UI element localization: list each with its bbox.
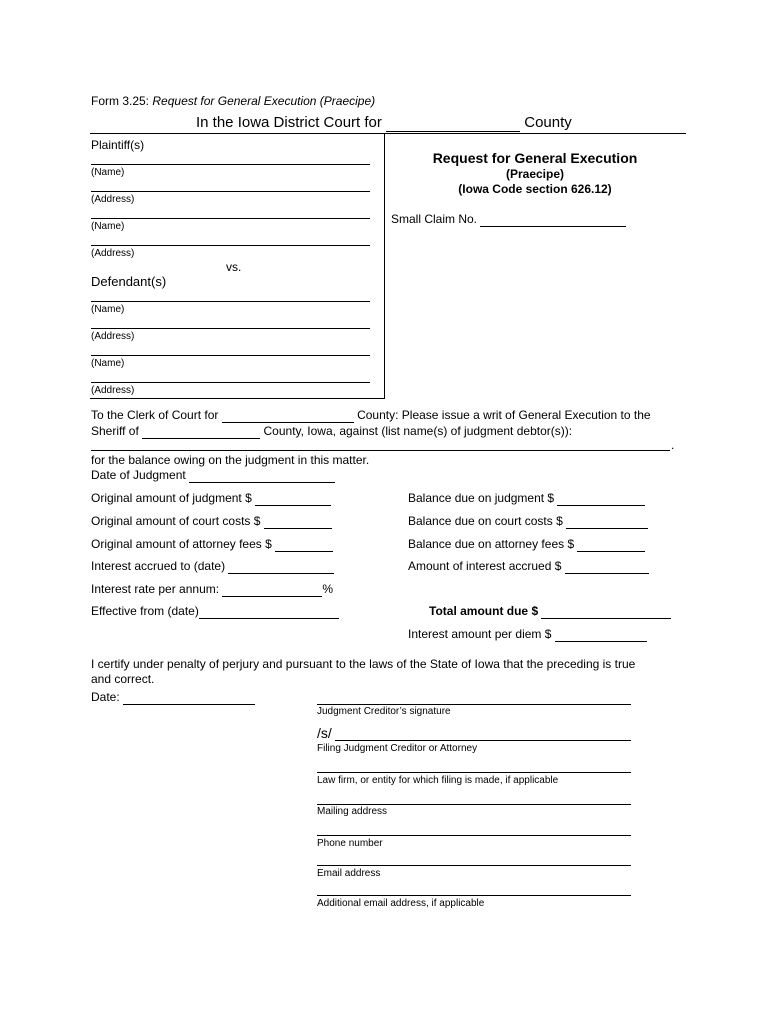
plaintiff-1-name-line[interactable]: [91, 164, 370, 165]
form-title: Request for General Execution (Praecipe): [152, 94, 376, 108]
additional-email-line[interactable]: [317, 895, 631, 896]
date-of-judgment-row: [91, 468, 335, 483]
total-amount-due-label: Total amount due $: [429, 604, 539, 618]
address-label: (Address): [91, 331, 135, 342]
plaintiff-1-address-line[interactable]: [91, 191, 370, 192]
certification-line-2: and correct.: [91, 672, 155, 686]
original-attorney-fees-field[interactable]: [275, 537, 333, 552]
mailing-address-label: Mailing address: [317, 806, 388, 817]
certification-line-1: I certify under penalty of perjury and pursuant to the laws of the State of Iowa that the preceding is true: [91, 657, 636, 671]
balance-court-costs-field[interactable]: [566, 514, 648, 529]
name-label: (Name): [91, 358, 125, 369]
name-label: (Name): [91, 221, 125, 232]
small-claim-number-field[interactable]: [480, 212, 626, 227]
document-title: Request for General Execution: [432, 150, 638, 166]
address-label: (Address): [91, 194, 135, 205]
clerk-county-field[interactable]: [222, 408, 354, 423]
debtors-period: .: [671, 438, 675, 452]
clerk-text-a: To the Clerk of Court for: [91, 408, 219, 422]
balance-attorney-fees-field[interactable]: [577, 537, 645, 552]
certification-date-row: [91, 690, 255, 705]
phone-line[interactable]: [317, 835, 631, 836]
clerk-text-b: County: Please issue a writ of General Execution to the: [357, 408, 651, 422]
vs-label: vs.: [226, 260, 242, 274]
clerk-line: [91, 408, 651, 423]
original-judgment-row: [91, 491, 331, 506]
interest-accrued-to-row: [91, 559, 334, 574]
caption-top-rule: [90, 133, 686, 134]
name-label: (Name): [91, 167, 125, 178]
law-firm-line[interactable]: [317, 772, 631, 773]
original-judgment-label: Original amount of judgment $: [91, 491, 252, 505]
balance-attorney-fees-label: Balance due on attorney fees $: [408, 537, 575, 551]
additional-email-label: Additional email address, if applicable: [317, 898, 485, 909]
effective-from-label: Effective from (date): [91, 604, 199, 618]
effective-from-row: [91, 604, 339, 619]
law-firm-label: Law firm, or entity for which filing is made, if applicable: [317, 775, 559, 786]
defendant-2-name-line[interactable]: [91, 355, 370, 356]
interest-accrued-amount-field[interactable]: [565, 559, 649, 574]
interest-accrued-to-label: Interest accrued to (date): [91, 559, 226, 573]
name-label: (Name): [91, 304, 125, 315]
county-field[interactable]: [386, 114, 520, 132]
email-line[interactable]: [317, 865, 631, 866]
sheriff-county-field[interactable]: [142, 424, 260, 439]
defendants-label: Defendant(s): [91, 274, 167, 289]
balance-court-costs-label: Balance due on court costs $: [408, 514, 563, 528]
total-amount-due-field[interactable]: [541, 604, 671, 619]
balance-judgment-field[interactable]: [557, 491, 645, 506]
original-court-costs-field[interactable]: [264, 514, 332, 529]
code-section: (Iowa Code section 626.12): [458, 182, 612, 196]
balance-owing-text: for the balance owing on the judgment in this matter.: [91, 453, 370, 467]
plaintiffs-label: Plaintiff(s): [91, 138, 145, 152]
effective-from-field[interactable]: [199, 604, 339, 619]
filing-creditor-line[interactable]: [335, 740, 631, 741]
original-court-costs-label: Original amount of court costs $: [91, 514, 261, 528]
interest-per-diem-label: Interest amount per diem $: [408, 627, 552, 641]
interest-rate-row: [91, 582, 333, 597]
defendant-1-name-line[interactable]: [91, 301, 370, 302]
date-of-judgment-field[interactable]: [189, 468, 335, 483]
interest-accrued-amount-label: Amount of interest accrued $: [408, 559, 562, 573]
form-number: Form 3.25:: [91, 94, 150, 108]
interest-rate-field[interactable]: [222, 582, 322, 597]
interest-accrued-amount-row: [408, 559, 649, 574]
percent-sign: %: [322, 582, 334, 596]
small-claim-row: [391, 212, 626, 227]
small-claim-label: Small Claim No.: [391, 212, 478, 226]
original-court-costs-row: [91, 514, 332, 529]
mailing-address-line[interactable]: [317, 804, 631, 805]
date-of-judgment-label: Date of Judgment: [91, 468, 186, 482]
interest-accrued-to-field[interactable]: [228, 559, 334, 574]
court-suffix: County: [524, 114, 572, 131]
balance-judgment-label: Balance due on judgment $: [408, 491, 555, 505]
certification-date-label: Date:: [91, 690, 120, 704]
sheriff-line: [91, 424, 572, 439]
address-label: (Address): [91, 248, 135, 259]
plaintiff-2-address-line[interactable]: [91, 245, 370, 246]
slash-s-mark: /s/: [317, 725, 332, 741]
sheriff-suffix: County, Iowa, against (list name(s) of judgment debtor(s)):: [263, 424, 573, 438]
sheriff-prefix: Sheriff of: [91, 424, 139, 438]
certification-date-field[interactable]: [123, 690, 255, 705]
plaintiff-2-name-line[interactable]: [91, 218, 370, 219]
judgment-debtors-line[interactable]: [91, 450, 670, 451]
creditor-signature-line[interactable]: [317, 704, 631, 705]
form-header: [91, 94, 375, 108]
balance-attorney-fees-row: [408, 537, 645, 552]
address-label: (Address): [91, 385, 135, 396]
court-line: [196, 114, 572, 132]
defendant-1-address-line[interactable]: [91, 328, 370, 329]
original-attorney-fees-label: Original amount of attorney fees $: [91, 537, 272, 551]
total-amount-due-row: [429, 604, 671, 619]
caption-bottom-rule: [90, 398, 385, 399]
defendant-2-address-line[interactable]: [91, 382, 370, 383]
original-attorney-fees-row: [91, 537, 333, 552]
original-judgment-field[interactable]: [255, 491, 331, 506]
court-prefix: In the Iowa District Court for: [196, 114, 382, 131]
email-label: Email address: [317, 868, 381, 879]
filing-creditor-label: Filing Judgment Creditor or Attorney: [317, 743, 478, 754]
interest-per-diem-field[interactable]: [555, 627, 647, 642]
interest-rate-label: Interest rate per annum:: [91, 582, 220, 596]
document-subtitle: (Praecipe): [505, 167, 565, 181]
phone-label: Phone number: [317, 838, 383, 849]
creditor-signature-label: Judgment Creditor’s signature: [317, 706, 451, 717]
interest-per-diem-row: [408, 627, 647, 642]
balance-judgment-row: [408, 491, 645, 506]
balance-court-costs-row: [408, 514, 648, 529]
